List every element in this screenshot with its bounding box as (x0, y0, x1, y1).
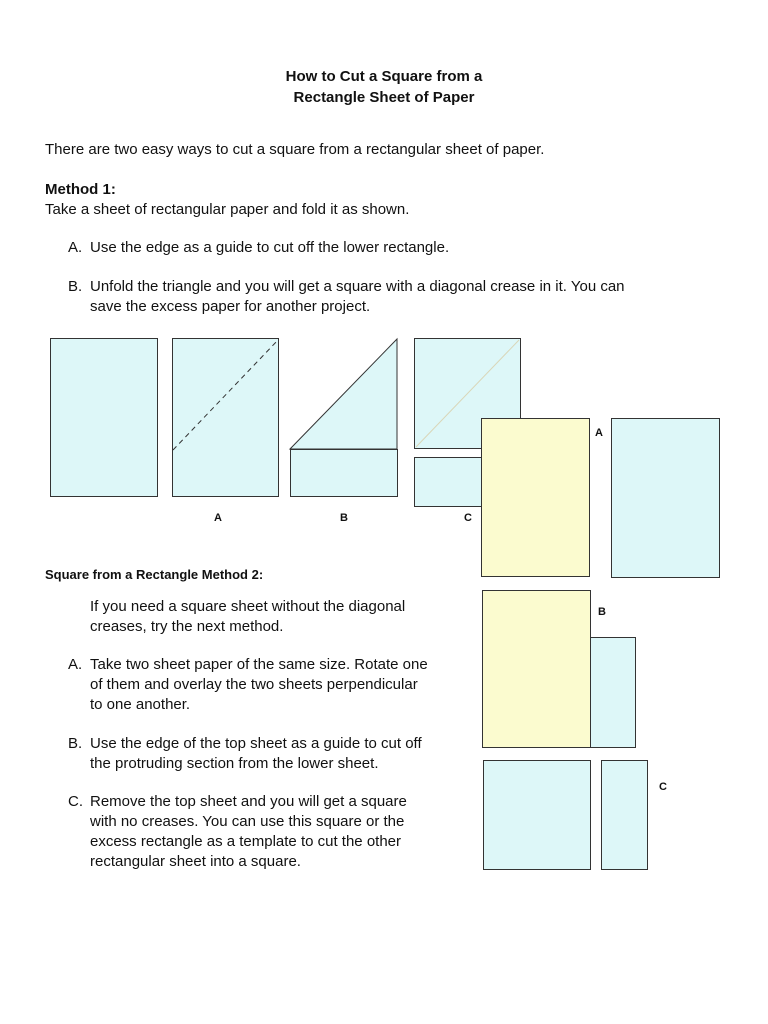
step-text: Use the edge as a guide to cut off the lower rectangle. (90, 239, 450, 256)
step-letter: C. (68, 793, 83, 810)
step-text-line: Remove the top sheet and you will get a square (90, 793, 407, 810)
step-text-line: save the excess paper for another project. (90, 298, 371, 315)
step-letter: B. (68, 278, 83, 295)
method1-figure-label-b: B (340, 512, 348, 524)
step-letter: B. (68, 735, 83, 752)
step-text-line: of them and overlay the two sheets perpendicular (90, 676, 418, 693)
step-text-line: rectangular sheet into a square. (90, 853, 301, 870)
step-text-line: with no creases. You can use this square or the (90, 813, 405, 830)
step-text-line: Take two sheet paper of the same size. Rotate one (90, 656, 428, 673)
method2-intro (90, 597, 405, 637)
step-text-line: the protruding section from the lower sheet. (90, 755, 379, 772)
title-line-2: Rectangle Sheet of Paper (293, 89, 475, 106)
step-letter: A. (68, 656, 83, 673)
step-text-line: excess rectangle as a template to cut the other (90, 833, 402, 850)
intro-line: creases, try the next method. (90, 618, 284, 635)
method2-step-b (68, 734, 478, 774)
step-letter: A. (68, 239, 83, 256)
method2-figure-a-yellow-sheet (481, 418, 590, 577)
method2-step-c (68, 792, 478, 872)
method2-heading: Square from a Rectangle Method 2: (45, 567, 264, 582)
method2-figure-label-a: A (595, 427, 603, 439)
method2-step-a (68, 655, 478, 715)
method2-figure-c-square (483, 760, 591, 870)
intro-line: If you need a square sheet without the diagonal (90, 598, 406, 615)
method2-figure-b-yellow-sheet (482, 590, 591, 748)
method1-description: Take a sheet of rectangular paper and fold it as shown. (45, 201, 410, 218)
step-text-line: Use the edge of the top sheet as a guide to cut off (90, 735, 422, 752)
method2-figure-label-c: C (659, 781, 667, 793)
intro-paragraph: There are two easy ways to cut a square from a rectangular sheet of paper. (45, 141, 545, 158)
method2-figure-a-blue-sheet (611, 418, 720, 578)
step-text-line: to one another. (90, 696, 191, 713)
method1-heading: Method 1: (45, 181, 116, 198)
step-text-line: Unfold the triangle and you will get a square with a diagonal crease in it. You can (90, 278, 625, 295)
method2-figure-label-b: B (598, 606, 606, 618)
title-line-1: How to Cut a Square from a (285, 68, 483, 85)
method2-figure-b-protruding-section (590, 637, 636, 748)
method2-figure-c-excess-rectangle (601, 760, 648, 870)
method1-figure-label-a: A (214, 512, 222, 524)
method1-figure-label-c: C (464, 512, 472, 524)
